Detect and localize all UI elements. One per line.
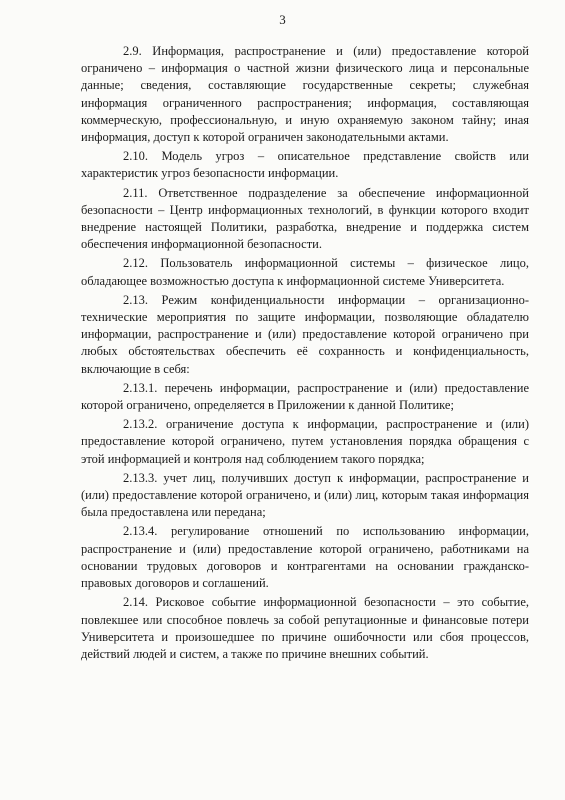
paragraph-2-13-2: 2.13.2. ограничение доступа к информации, распространение и (или) предоставление которой ограничено, путем установления порядка обращения с этой информацией и контроля над соблюдением такого порядка; xyxy=(81,417,529,466)
paragraph-2-13: 2.13. Режим конфиденциальности информации – организационно-технические мероприятия по защите информации, позволяющие обладателю информации, распространение и (или) предоставление которой ограничено при любых обстоятельствах обеспечить её сохранность и конфиденциальность, включающие в себя: xyxy=(81,292,529,376)
paragraph-2-11: 2.11. Ответственное подразделение за обеспечение информационной безопасности – Центр информационных технологий, в функции которого входит внедрение настоящей Политики, разработка, внедрение и поддержка систем обеспечения информационной безопасности. xyxy=(81,185,529,252)
page-number: 3 xyxy=(279,12,286,27)
paragraph-2-13-3: 2.13.3. учет лиц, получивших доступ к информации, распространение и (или) предоставление которой ограничено, и (или) лиц, которым такая информация была предоставлена или передана; xyxy=(81,470,529,520)
paragraph-2-13-1: 2.13.1. перечень информации, распространение и (или) предоставление которой ограничено, определяется в Приложении к данной Политике; xyxy=(81,380,529,413)
paragraph-2-12: 2.12. Пользователь информационной системы – физическое лицо, обладающее возможностью доступа к информационной системе Университета. xyxy=(81,256,529,288)
document-body xyxy=(81,43,529,665)
paragraph-2-13-4: 2.13.4. регулирование отношений по использованию информации, распространение и (или) предоставление которой ограничено, работниками на основании трудовых договоров и контрагентами на основании гражданско-правовых договоров и соглашений. xyxy=(81,524,529,591)
paragraph-2-10: 2.10. Модель угроз – описательное представление свойств или характеристик угроз безопасности информации. xyxy=(81,149,529,181)
paragraph-2-9: 2.9. Информация, распространение и (или) предоставление которой ограничено – информация о частной жизни физического лица и персональные данные; сведения, составляющие государственные секреты; служебная информация ограниченного распространения; информация, составляющая коммерческую, профессиональную, и иную охраняемую законом тайну; иная информация, доступ к которой ограничен законодательными актами. xyxy=(81,44,529,145)
paragraph-2-14: 2.14. Рисковое событие информационной безопасности – это событие, повлекшее или способное повлечь за собой репутационные и финансовые потери Университета и произошедшее по причине ошибочности или сбоя процессов, действий людей и систем, а также по причине внешних событий. xyxy=(81,595,529,661)
